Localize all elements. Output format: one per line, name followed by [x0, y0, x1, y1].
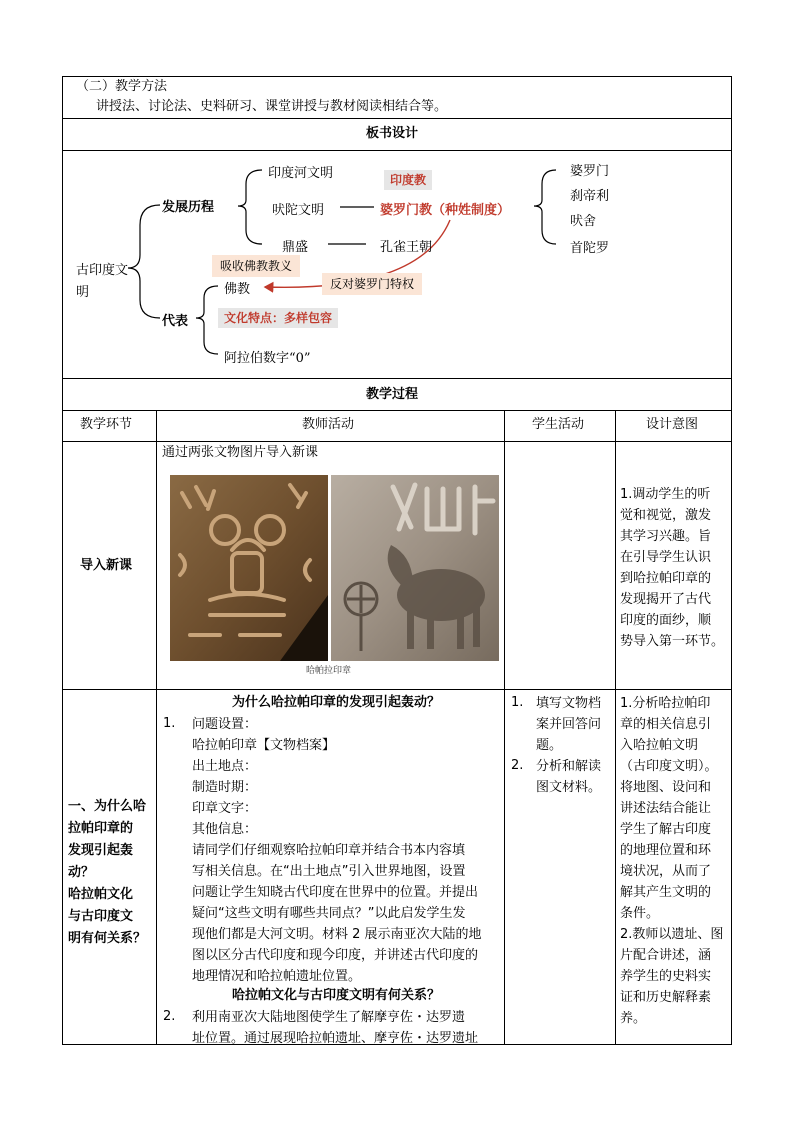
para-line: 图以区分古代印度和现今印度，并讲述古代印度的 [192, 948, 479, 963]
row-divider [62, 118, 732, 119]
seal-image-right [331, 475, 499, 661]
board-representative: 代表 [162, 314, 189, 329]
intent-line: 片配合讲述，涵 [620, 948, 712, 963]
board-development: 发展历程 [162, 200, 215, 215]
intent-line: 养。 [620, 1011, 647, 1026]
intent-line: 学生了解古印度 [620, 822, 712, 837]
item-line: 哈拉帕印章【文物档案】 [192, 738, 336, 753]
board-numeral: 阿拉伯数字“0” [224, 351, 311, 366]
student-1-num: 1. [511, 695, 524, 710]
board-peak: 鼎盛 [282, 240, 309, 255]
para-line: 请同学们仔细观察哈拉帕印章并结合书本内容填 [192, 843, 466, 858]
student-line: 填写文物档 [536, 696, 602, 711]
board-vedic: 吠陀文明 [272, 203, 325, 218]
intent-line: 到哈拉帕印章的 [620, 571, 712, 586]
student-2 [536, 756, 601, 798]
item-line: 出土地点： [192, 759, 258, 774]
stage-line: 一、为什么哈 [68, 799, 147, 814]
student-2-num: 2. [511, 758, 524, 773]
board-indus: 印度河文明 [268, 166, 334, 181]
item-line: 制造时期： [192, 780, 258, 795]
board-buddhism: 佛教 [224, 282, 251, 297]
row2-item2 [192, 1007, 478, 1049]
board-absorb: 吸收佛教教义 [212, 255, 300, 277]
para-line: 现他们都是大河文明。材料 2 展示南亚次大陆的地 [192, 927, 482, 942]
student-line: 题。 [536, 738, 563, 753]
row2-item2-num: 2. [163, 1009, 176, 1024]
para-line: 写相关信息。在“出土地点”引入世界地图，设置 [192, 864, 466, 879]
intent-line: 将地图、设问和 [620, 780, 712, 795]
row-divider [62, 689, 732, 690]
intent-line: 解其产生文明的 [620, 885, 712, 900]
board-caste: （种姓制度） [432, 203, 511, 218]
col-divider [156, 410, 157, 1045]
stage-line: 动？ [68, 865, 95, 880]
item-line: 问题设置： [192, 717, 258, 732]
col-teacher: 教师活动 [302, 417, 355, 432]
seal-caption: 哈帕拉印章 [306, 666, 352, 676]
intent-line: 势导入第一环节。 [620, 634, 725, 649]
intent-line: 章的相关信息引 [620, 717, 712, 732]
board-caste-3: 吠舍 [570, 214, 597, 229]
intent-line: 证和历史解释素 [620, 990, 712, 1005]
col-stage: 教学环节 [80, 417, 133, 432]
board-root-1 [76, 260, 128, 304]
row2-item1-num: 1. [163, 716, 176, 731]
col-student: 学生活动 [532, 417, 585, 432]
seal-image-left [170, 475, 328, 661]
board-caste-1: 婆罗门 [570, 164, 610, 179]
col-divider [504, 410, 505, 1045]
row2-heading2: 哈拉帕文化与古印度文明有何关系？ [232, 988, 441, 1003]
item-line: 其他信息： [192, 822, 258, 837]
stage-line: 拉帕印章的 [68, 821, 134, 836]
board-maurya: 孔雀王朝 [380, 240, 433, 255]
stage-line: 发现引起轰 [68, 843, 134, 858]
row2-stage [68, 796, 154, 950]
board-culture: 文化特点：多样包容 [218, 308, 338, 328]
intent-line: 的地理位置和环 [620, 843, 712, 858]
table-border-left [62, 76, 63, 1045]
intent-line: 讲述法结合能让 [620, 801, 712, 816]
intent-line: 印度的面纱，顺 [620, 613, 712, 628]
stage-line: 与古印度文 [68, 909, 134, 924]
para-line: 地理情况和哈拉帕遗址位置。 [192, 969, 362, 984]
board-header: 板书设计 [366, 126, 419, 141]
para-line: 疑问“这些文明有哪些共同点？”以此启发学生发 [192, 906, 466, 921]
row2-heading1: 为什么哈拉帕印章的发现引起轰动？ [232, 695, 441, 710]
process-header: 教学过程 [366, 387, 419, 402]
item-line: 印章文字： [192, 801, 258, 816]
student-line: 图文材料。 [536, 780, 602, 795]
intent-line: 1.调动学生的听 [620, 487, 711, 502]
intent-line: 在引导学生认识 [620, 550, 712, 565]
row-divider [62, 150, 732, 151]
row2-paragraph [192, 840, 482, 987]
row-divider [62, 378, 732, 379]
col-divider [615, 410, 616, 1045]
intent-line: （古印度文明）。 [620, 759, 718, 774]
intent-line: 条件。 [620, 906, 660, 921]
intent-line: 发现揭开了古代 [620, 592, 712, 607]
intent-line: 1.分析哈拉帕印 [620, 696, 711, 711]
intent-line: 养学生的史料实 [620, 969, 712, 984]
board-brahmanism-line [380, 199, 510, 218]
method-title: （二）教学方法 [76, 79, 168, 94]
para-line: 问题让学生知晓古代印度在世界中的位置。并提出 [192, 885, 479, 900]
board-hinduism: 印度教 [384, 170, 432, 190]
item-line: 址位置。通过展现哈拉帕遗址、摩亨佐・达罗遗址 [192, 1031, 479, 1046]
row1-intent [620, 484, 730, 652]
item-line: 利用南亚次大陆地图使学生了解摩亨佐・达罗遗 [192, 1010, 466, 1025]
row2-intent [620, 693, 730, 1029]
row-divider [62, 441, 732, 442]
student-line: 案并回答问 [536, 717, 602, 732]
row2-item1 [192, 714, 335, 840]
stage-line: 明有何关系？ [68, 931, 147, 946]
board-caste-2: 刹帝利 [570, 189, 610, 204]
intent-line: 其学习兴趣。旨 [620, 529, 712, 544]
board-root: 古印度文明 [76, 263, 129, 300]
col-intent: 设计意图 [646, 417, 699, 432]
stage-line: 哈拉帕文化 [68, 887, 134, 902]
student-line: 分析和解读 [536, 759, 602, 774]
student-1 [536, 693, 601, 756]
intent-line: 入哈拉帕文明 [620, 738, 699, 753]
intent-line: 觉和视觉，激发 [620, 508, 712, 523]
row1-stage: 导入新课 [80, 558, 133, 573]
method-content: 讲授法、讨论法、史料研习、课堂讲授与教材阅读相结合等。 [96, 99, 448, 114]
intent-line: 2.教师以遗址、图 [620, 927, 724, 942]
board-caste-4: 首陀罗 [570, 241, 610, 256]
row-divider [62, 410, 732, 411]
row1-teacher-intro: 通过两张文物图片导入新课 [162, 445, 319, 460]
intent-line: 境状况，从而了 [620, 864, 712, 879]
table-border-right [731, 76, 732, 1045]
board-brahmanism: 婆罗门教 [380, 203, 433, 218]
board-oppose: 反对婆罗门特权 [322, 273, 422, 295]
